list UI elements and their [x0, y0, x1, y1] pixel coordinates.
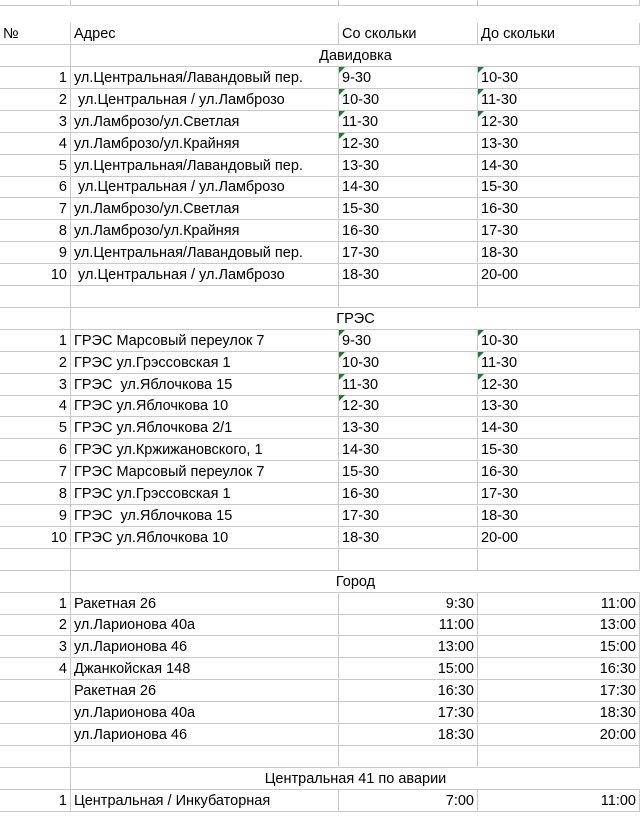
address-cell[interactable]: ГРЭС ул.Яблочкова 15	[71, 374, 339, 396]
address-cell[interactable]: ГРЭС ул.Грэссовская 1	[71, 483, 339, 505]
table-row	[0, 264, 640, 286]
from-time-cell[interactable]: 18:30	[339, 724, 478, 746]
address-cell[interactable]: ул.Центральная/Лавандовый пер.	[71, 67, 339, 89]
section-title-row	[0, 768, 640, 790]
from-time-cell[interactable]: 16-30	[339, 483, 478, 505]
address-cell[interactable]: ул.Центральная / ул.Ламброзо	[71, 176, 339, 198]
row-number[interactable]: 6	[0, 439, 71, 461]
to-time-cell[interactable]: 11:00	[478, 593, 640, 615]
address-cell[interactable]: ГРЭС ул.Яблочкова 10	[71, 395, 339, 417]
table-row	[0, 439, 640, 461]
to-time-cell[interactable]: 20-00	[478, 527, 640, 549]
row-number[interactable]: 7	[0, 461, 71, 483]
from-time-cell[interactable]: 10-30	[339, 352, 478, 374]
row-number[interactable]: 3	[0, 636, 71, 658]
table-row	[0, 593, 640, 615]
table-row	[0, 89, 640, 111]
blank-row	[0, 549, 640, 571]
from-time-cell[interactable]: 11:00	[339, 614, 478, 636]
row-number[interactable]: 5	[0, 155, 71, 177]
to-time-cell[interactable]: 15-30	[478, 176, 640, 198]
row-number[interactable]	[0, 724, 71, 746]
table-row	[0, 176, 640, 198]
row-number[interactable]: 3	[0, 374, 71, 396]
cell[interactable]	[71, 549, 339, 571]
to-time-cell[interactable]: 10-30	[478, 67, 640, 89]
address-cell[interactable]: Джанкойская 148	[71, 658, 339, 680]
from-time-cell[interactable]: 14-30	[339, 176, 478, 198]
from-time-cell[interactable]: 13-30	[339, 417, 478, 439]
to-time-cell[interactable]: 17-30	[478, 483, 640, 505]
to-time-cell[interactable]: 14-30	[478, 155, 640, 177]
address-cell[interactable]: ул.Ларионова 40а	[71, 702, 339, 724]
row-number[interactable]: 1	[0, 330, 71, 352]
from-time-cell[interactable]: 11-30	[339, 111, 478, 133]
cell[interactable]	[339, 549, 478, 571]
table-row	[0, 220, 640, 242]
table-row	[0, 374, 640, 396]
from-time-cell[interactable]: 17:30	[339, 702, 478, 724]
table-row	[0, 330, 640, 352]
cell[interactable]	[339, 0, 478, 6]
to-time-cell[interactable]: 14-30	[478, 417, 640, 439]
from-time-cell[interactable]: 13-30	[339, 155, 478, 177]
table-row	[0, 461, 640, 483]
to-time-cell[interactable]: 15:00	[478, 636, 640, 658]
blank-row	[0, 286, 640, 308]
from-time-cell[interactable]: 15:00	[339, 658, 478, 680]
address-cell[interactable]: ГРЭС ул.Яблочкова 2/1	[71, 417, 339, 439]
to-time-cell[interactable]: 18-30	[478, 505, 640, 527]
section-title[interactable]: ГРЭС	[71, 308, 640, 330]
address-cell[interactable]: ГРЭС Марсовый переулок 7	[71, 330, 339, 352]
row-number[interactable]: 6	[0, 176, 71, 198]
table-row	[0, 790, 640, 812]
row-number[interactable]: 1	[0, 790, 71, 812]
row-number[interactable]: 10	[0, 264, 71, 286]
section-title[interactable]: Центральная 41 по аварии	[71, 768, 640, 790]
row-number[interactable]: 3	[0, 111, 71, 133]
to-time-cell[interactable]: 20-00	[478, 264, 640, 286]
to-time-cell[interactable]: 17:30	[478, 680, 640, 702]
cell[interactable]	[339, 286, 478, 308]
table-row	[0, 133, 640, 155]
address-cell[interactable]: ул.Ларионова 46	[71, 636, 339, 658]
address-cell[interactable]: ул.Центральная / ул.Ламброзо	[71, 264, 339, 286]
cell[interactable]	[478, 0, 640, 6]
address-cell[interactable]: Центральная / Инкубаторная	[71, 790, 339, 812]
header-to[interactable]: До скольки	[478, 23, 640, 45]
row-number[interactable]: 8	[0, 483, 71, 505]
cell[interactable]	[71, 746, 339, 768]
table-row	[0, 527, 640, 549]
to-time-cell[interactable]: 20:00	[478, 724, 640, 746]
from-time-cell[interactable]: 9-30	[339, 330, 478, 352]
to-time-cell[interactable]: 12-30	[478, 374, 640, 396]
section-title-row	[0, 571, 640, 593]
row-number[interactable]: 2	[0, 89, 71, 111]
row-number[interactable]: 5	[0, 417, 71, 439]
to-time-cell[interactable]: 11:00	[478, 790, 640, 812]
table-row	[0, 67, 640, 89]
to-time-cell[interactable]: 16:30	[478, 658, 640, 680]
to-time-cell[interactable]: 16-30	[478, 461, 640, 483]
table-row	[0, 242, 640, 264]
address-cell[interactable]: ул.Центральная/Лавандовый пер.	[71, 155, 339, 177]
to-time-cell[interactable]: 10-30	[478, 330, 640, 352]
section-title[interactable]: Город	[71, 571, 640, 593]
cell[interactable]	[0, 571, 71, 593]
header-row	[0, 23, 640, 45]
from-time-cell[interactable]: 17-30	[339, 242, 478, 264]
cell[interactable]	[71, 0, 339, 6]
row-number[interactable]: 2	[0, 614, 71, 636]
address-cell[interactable]: ул.Ламброзо/ул.Крайняя	[71, 220, 339, 242]
from-time-cell[interactable]: 15-30	[339, 198, 478, 220]
cell[interactable]	[478, 286, 640, 308]
address-cell[interactable]: ГРЭС ул.Кржижановского, 1	[71, 439, 339, 461]
table-row	[0, 395, 640, 417]
blank-row	[0, 746, 640, 768]
header-from[interactable]: Со скольки	[339, 23, 478, 45]
cell[interactable]	[339, 746, 478, 768]
row-number[interactable]: 1	[0, 67, 71, 89]
table-row	[0, 658, 640, 680]
row-number[interactable]: 4	[0, 395, 71, 417]
address-cell[interactable]: ул.Ларионова 46	[71, 724, 339, 746]
address-cell[interactable]: ул.Ларионова 40а	[71, 614, 339, 636]
table-row	[0, 352, 640, 374]
address-cell[interactable]: Ракетная 26	[71, 680, 339, 702]
from-time-cell[interactable]: 14-30	[339, 439, 478, 461]
from-time-cell[interactable]: 7:00	[339, 790, 478, 812]
from-time-cell[interactable]: 15-30	[339, 461, 478, 483]
header-num[interactable]: №	[0, 23, 71, 45]
row-number[interactable]: 4	[0, 133, 71, 155]
to-time-cell[interactable]: 16-30	[478, 198, 640, 220]
section-title[interactable]: Давидовка	[71, 45, 640, 67]
from-time-cell[interactable]: 18-30	[339, 264, 478, 286]
cell[interactable]	[0, 549, 71, 571]
from-time-cell[interactable]: 13:00	[339, 636, 478, 658]
to-time-cell[interactable]: 15-30	[478, 439, 640, 461]
from-time-cell[interactable]: 9:30	[339, 593, 478, 615]
row-number[interactable]	[0, 680, 71, 702]
to-time-cell[interactable]: 11-30	[478, 89, 640, 111]
row-number[interactable]: 9	[0, 505, 71, 527]
from-time-cell[interactable]: 16:30	[339, 680, 478, 702]
row-number[interactable]: 1	[0, 593, 71, 615]
table-row	[0, 198, 640, 220]
from-time-cell[interactable]: 10-30	[339, 89, 478, 111]
to-time-cell[interactable]: 11-30	[478, 352, 640, 374]
to-time-cell[interactable]: 13-30	[478, 133, 640, 155]
cell[interactable]	[0, 45, 71, 67]
address-cell[interactable]: ГРЭС ул.Яблочкова 15	[71, 505, 339, 527]
table-row	[0, 614, 640, 636]
from-time-cell[interactable]: 17-30	[339, 505, 478, 527]
from-time-cell[interactable]: 18-30	[339, 527, 478, 549]
from-time-cell[interactable]: 12-30	[339, 395, 478, 417]
address-cell[interactable]: ул.Ламброзо/ул.Крайняя	[71, 133, 339, 155]
to-time-cell[interactable]: 13:00	[478, 614, 640, 636]
address-cell[interactable]: ГРЭС ул.Яблочкова 10	[71, 527, 339, 549]
address-cell[interactable]: ул.Ламброзо/ул.Светлая	[71, 198, 339, 220]
table-row	[0, 505, 640, 527]
row-number[interactable]: 4	[0, 658, 71, 680]
table-row	[0, 155, 640, 177]
from-time-cell[interactable]: 9-30	[339, 67, 478, 89]
address-cell[interactable]: ГРЭС ул.Грэссовская 1	[71, 352, 339, 374]
address-cell[interactable]: Ракетная 26	[71, 593, 339, 615]
table-row	[0, 636, 640, 658]
row-number[interactable]: 7	[0, 198, 71, 220]
row-number[interactable]: 2	[0, 352, 71, 374]
row-number[interactable]: 10	[0, 527, 71, 549]
to-time-cell[interactable]: 18-30	[478, 242, 640, 264]
cell[interactable]	[0, 308, 71, 330]
section-title-row	[0, 308, 640, 330]
address-cell[interactable]: ул.Ламброзо/ул.Светлая	[71, 111, 339, 133]
cell[interactable]	[0, 746, 71, 768]
address-cell[interactable]: ГРЭС Марсовый переулок 7	[71, 461, 339, 483]
table-row	[0, 111, 640, 133]
row-number[interactable]: 9	[0, 242, 71, 264]
row-number[interactable]: 8	[0, 220, 71, 242]
blank-row-top	[0, 0, 640, 6]
section-title-row	[0, 45, 640, 67]
header-address[interactable]: Адрес	[71, 23, 339, 45]
cell[interactable]	[0, 286, 71, 308]
cell[interactable]	[71, 286, 339, 308]
to-time-cell[interactable]: 17-30	[478, 220, 640, 242]
cell[interactable]	[0, 768, 71, 790]
from-time-cell[interactable]: 11-30	[339, 374, 478, 396]
table-row	[0, 680, 640, 702]
to-time-cell[interactable]: 13-30	[478, 395, 640, 417]
table-row	[0, 724, 640, 746]
address-cell[interactable]: ул.Центральная / ул.Ламброзо	[71, 89, 339, 111]
row-number[interactable]	[0, 702, 71, 724]
table-row	[0, 702, 640, 724]
table-row	[0, 417, 640, 439]
cell[interactable]	[0, 0, 71, 6]
address-cell[interactable]: ул.Центральная/Лавандовый пер.	[71, 242, 339, 264]
to-time-cell[interactable]: 18:30	[478, 702, 640, 724]
cell[interactable]	[478, 549, 640, 571]
from-time-cell[interactable]: 16-30	[339, 220, 478, 242]
table-row	[0, 483, 640, 505]
from-time-cell[interactable]: 12-30	[339, 133, 478, 155]
to-time-cell[interactable]: 12-30	[478, 111, 640, 133]
cell[interactable]	[478, 746, 640, 768]
